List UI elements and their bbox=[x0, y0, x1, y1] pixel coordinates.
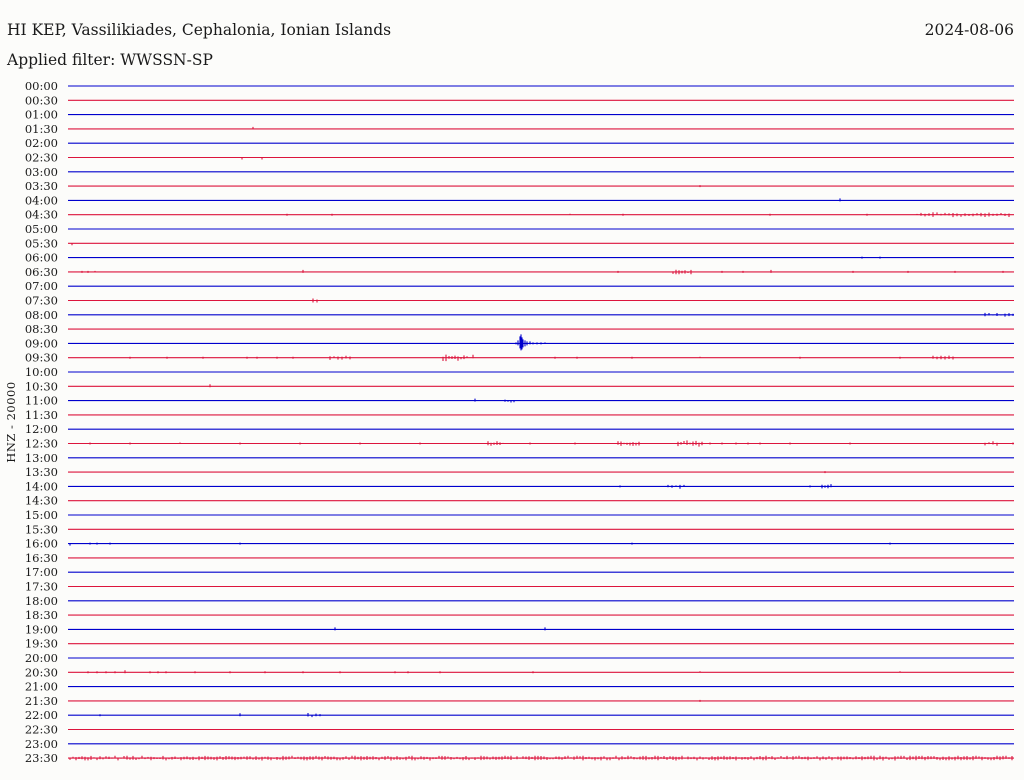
time-label-23:00: 23:00 bbox=[24, 736, 58, 751]
trace-row-16:00[interactable] bbox=[68, 543, 1014, 546]
time-label-03:00: 03:00 bbox=[24, 164, 58, 179]
trace-row-20:30[interactable] bbox=[68, 670, 1014, 673]
time-label-14:00: 14:00 bbox=[24, 479, 58, 494]
trace-row-08:00[interactable] bbox=[68, 313, 1014, 317]
time-label-11:30: 11:30 bbox=[24, 407, 58, 422]
time-label-06:30: 06:30 bbox=[24, 264, 58, 279]
time-label-16:30: 16:30 bbox=[24, 550, 58, 565]
trace-row-09:30[interactable] bbox=[68, 355, 1014, 362]
time-label-08:00: 08:00 bbox=[24, 307, 58, 322]
trace-row-23:30[interactable] bbox=[68, 756, 1014, 761]
time-label-12:00: 12:00 bbox=[24, 422, 58, 437]
trace-row-07:30[interactable] bbox=[68, 299, 1014, 303]
time-label-09:00: 09:00 bbox=[24, 336, 58, 351]
trace-row-22:00[interactable] bbox=[68, 713, 1014, 717]
trace-row-05:30[interactable] bbox=[68, 243, 1014, 245]
time-label-01:00: 01:00 bbox=[24, 107, 58, 122]
time-label-19:00: 19:00 bbox=[24, 622, 58, 637]
time-label-15:00: 15:00 bbox=[24, 508, 58, 522]
trace-row-06:30[interactable] bbox=[68, 270, 1014, 275]
time-label-11:00: 11:00 bbox=[24, 393, 58, 408]
channel-scale-label: HNZ - 20000 bbox=[4, 381, 18, 463]
trace-row-06:00[interactable] bbox=[68, 257, 1014, 259]
time-label-00:30: 00:30 bbox=[24, 93, 58, 108]
time-label-10:30: 10:30 bbox=[24, 379, 58, 394]
time-label-18:00: 18:00 bbox=[24, 593, 58, 608]
trace-row-04:30[interactable] bbox=[68, 212, 1014, 217]
time-label-22:30: 22:30 bbox=[24, 722, 58, 737]
time-label-07:00: 07:00 bbox=[24, 279, 58, 294]
time-label-12:30: 12:30 bbox=[24, 436, 58, 451]
trace-row-13:30[interactable] bbox=[68, 471, 1014, 473]
time-label-17:30: 17:30 bbox=[24, 579, 58, 594]
time-label-03:30: 03:30 bbox=[24, 179, 58, 194]
trace-row-14:00[interactable] bbox=[68, 484, 1014, 489]
trace-row-04:00[interactable] bbox=[68, 198, 1014, 201]
time-label-19:30: 19:30 bbox=[24, 636, 58, 651]
time-label-06:00: 06:00 bbox=[24, 250, 58, 265]
trace-row-12:30[interactable] bbox=[68, 440, 1014, 446]
time-label-01:30: 01:30 bbox=[24, 121, 58, 136]
time-label-13:30: 13:30 bbox=[24, 465, 58, 480]
time-label-16:00: 16:00 bbox=[24, 536, 58, 551]
time-label-04:00: 04:00 bbox=[24, 193, 58, 208]
trace-row-21:30[interactable] bbox=[68, 700, 1014, 702]
time-label-10:00: 10:00 bbox=[24, 365, 58, 379]
time-label-15:30: 15:30 bbox=[24, 522, 58, 537]
applied-filter-label: Applied filter: WWSSN-SP bbox=[7, 51, 213, 69]
time-label-08:30: 08:30 bbox=[24, 322, 58, 337]
trace-row-10:30[interactable] bbox=[68, 384, 1014, 387]
trace-row-19:00[interactable] bbox=[68, 627, 1014, 630]
trace-row-02:30[interactable] bbox=[68, 158, 1014, 160]
time-label-04:30: 04:30 bbox=[24, 207, 58, 222]
time-label-05:30: 05:30 bbox=[24, 236, 58, 251]
time-label-20:00: 20:00 bbox=[24, 651, 58, 665]
page-title: HI KEP, Vassilikiades, Cephalonia, Ionian Islands bbox=[7, 21, 392, 39]
time-label-21:30: 21:30 bbox=[24, 693, 58, 708]
time-label-14:30: 14:30 bbox=[24, 493, 58, 508]
time-label-23:30: 23:30 bbox=[24, 751, 58, 766]
time-label-22:00: 22:00 bbox=[24, 708, 58, 723]
time-label-09:30: 09:30 bbox=[24, 350, 58, 365]
date-label: 2024-08-06 bbox=[924, 21, 1014, 39]
time-label-21:00: 21:00 bbox=[24, 679, 58, 694]
time-label-02:00: 02:00 bbox=[24, 136, 58, 151]
time-label-02:30: 02:30 bbox=[24, 150, 58, 165]
time-label-18:30: 18:30 bbox=[24, 608, 58, 623]
time-label-17:00: 17:00 bbox=[24, 565, 58, 580]
trace-row-03:30[interactable] bbox=[68, 185, 1014, 187]
trace-row-01:30[interactable] bbox=[68, 127, 1014, 129]
time-label-05:00: 05:00 bbox=[24, 222, 58, 236]
trace-row-09:00[interactable] bbox=[68, 334, 1014, 350]
time-label-00:00: 00:00 bbox=[24, 79, 58, 93]
time-label-20:30: 20:30 bbox=[24, 665, 58, 680]
trace-row-11:00[interactable] bbox=[68, 399, 1014, 403]
time-label-13:00: 13:00 bbox=[24, 450, 58, 465]
time-label-07:30: 07:30 bbox=[24, 293, 58, 308]
